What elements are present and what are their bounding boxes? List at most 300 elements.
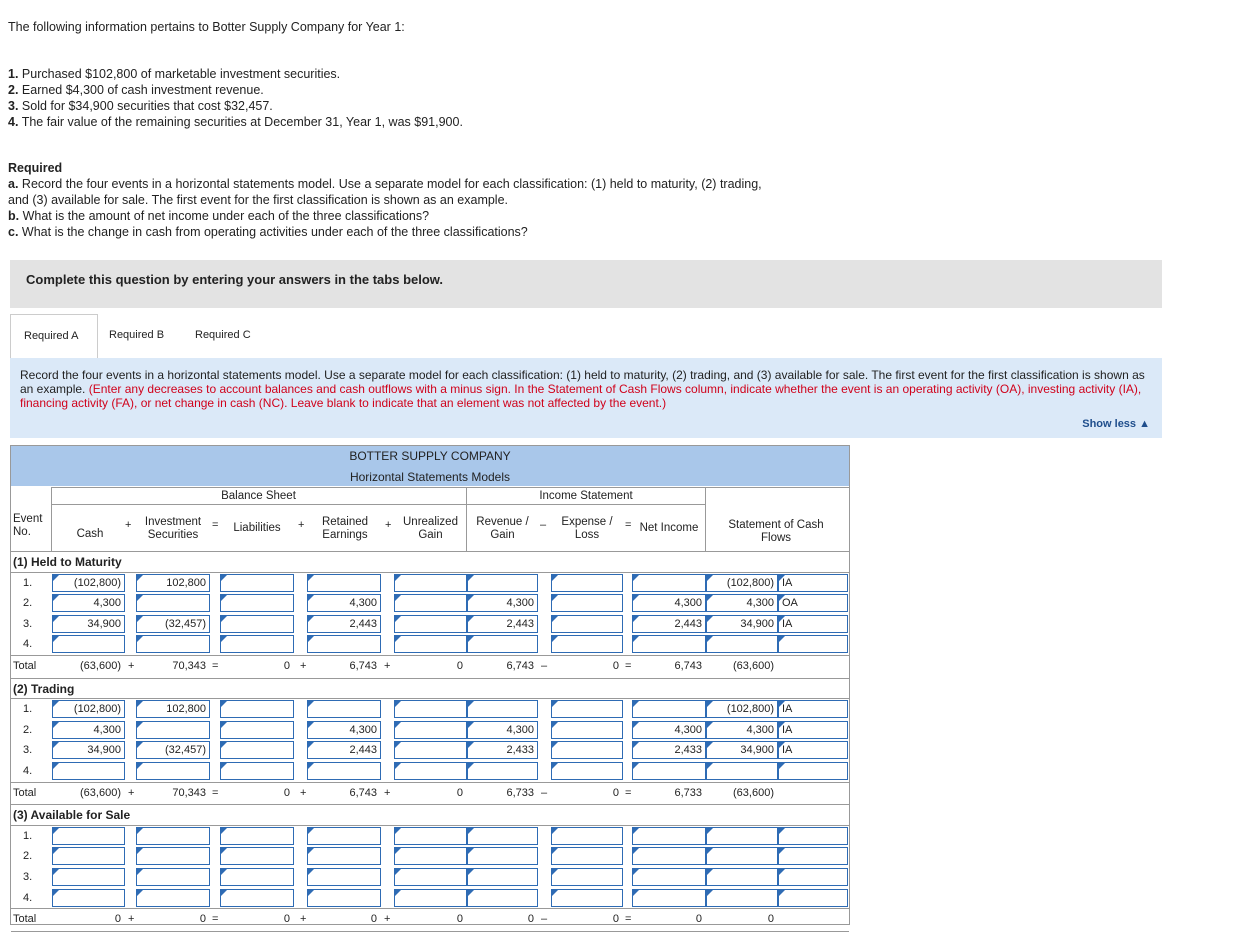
operator-symbol: =: [212, 913, 219, 926]
input-marker: [137, 701, 143, 707]
activity-select[interactable]: OA: [778, 594, 848, 612]
input-marker: [707, 869, 713, 875]
input-exp[interactable]: [551, 827, 623, 845]
select-marker: [779, 742, 785, 748]
operator-symbol: =: [212, 519, 219, 531]
required-a-cont: and (3) available for sale. The first event for the first classification is shown as an example.: [8, 193, 509, 207]
input-ni[interactable]: [632, 635, 706, 653]
total-re: 6,743: [349, 660, 377, 672]
input-cash[interactable]: [52, 847, 125, 865]
input-marker: [308, 616, 314, 622]
operator-symbol: +: [300, 786, 307, 799]
input-marker: [552, 636, 558, 642]
required-a: a. Record the four events in a horizontal statements model. Use a separate model for each classification: (1) held to maturity, (2) trading,: [8, 177, 762, 191]
input-marker: [395, 595, 401, 601]
activity-select[interactable]: [778, 827, 848, 845]
input-marker: [53, 742, 59, 748]
cash-flows-header: Statement of Cash Flows: [728, 519, 824, 544]
input-marker: [633, 701, 639, 707]
input-marker: [308, 636, 314, 642]
input-inv[interactable]: [136, 635, 210, 653]
input-exp[interactable]: [551, 615, 623, 633]
input-exp[interactable]: [551, 889, 623, 907]
input-marker: [707, 848, 713, 854]
input-marker: [552, 848, 558, 854]
input-ni[interactable]: [632, 889, 706, 907]
activity-select[interactable]: [778, 868, 848, 886]
input-re[interactable]: [307, 847, 381, 865]
input-marker: [707, 890, 713, 896]
input-marker: [552, 575, 558, 581]
input-marker: [308, 869, 314, 875]
input-marker: [395, 636, 401, 642]
input-marker: [308, 575, 314, 581]
input-marker: [137, 828, 143, 834]
select-marker: [779, 848, 785, 854]
input-marker: [552, 869, 558, 875]
input-rev[interactable]: [467, 635, 538, 653]
input-inv[interactable]: [136, 721, 210, 739]
input-liab[interactable]: [220, 847, 294, 865]
input-marker: [221, 636, 227, 642]
event-number: 4.: [23, 638, 33, 651]
total-liab: 0: [283, 660, 290, 672]
input-ni[interactable]: 2,433: [632, 741, 706, 759]
operator-symbol: =: [212, 660, 219, 672]
input-marker: [221, 575, 227, 581]
input-liab[interactable]: [220, 827, 294, 845]
expense-loss-header: Expense / Loss: [561, 516, 613, 541]
input-cash[interactable]: 34,900: [52, 741, 125, 759]
operator-symbol: +: [128, 913, 135, 926]
total-ug: 0: [456, 660, 463, 672]
instruction-box: [10, 358, 1162, 438]
input-rev[interactable]: 2,443: [467, 615, 538, 633]
total-ug: 0: [456, 913, 463, 926]
total-ug: 0: [456, 786, 463, 799]
input-marker: [395, 848, 401, 854]
input-marker: [468, 763, 474, 769]
activity-select[interactable]: IA: [778, 700, 848, 718]
input-marker: [707, 575, 713, 581]
activity-select[interactable]: IA: [778, 721, 848, 739]
input-exp[interactable]: [551, 635, 623, 653]
total-cash: (63,600): [80, 660, 121, 672]
row-rule: [11, 678, 849, 679]
input-marker: [53, 701, 59, 707]
event-item: 2. Earned $4,300 of cash investment revenue.: [8, 83, 264, 97]
input-re[interactable]: 4,300: [307, 721, 381, 739]
input-scf[interactable]: [706, 889, 778, 907]
input-marker: [221, 848, 227, 854]
input-marker: [707, 701, 713, 707]
select-marker: [779, 636, 785, 642]
input-marker: [552, 763, 558, 769]
complete-banner: Complete this question by entering your answers in the tabs below.: [10, 260, 1162, 308]
input-ni[interactable]: 2,443: [632, 615, 706, 633]
input-ug[interactable]: [394, 868, 467, 886]
input-ug[interactable]: [394, 635, 467, 653]
input-marker: [468, 616, 474, 622]
event-number: 4.: [23, 891, 33, 904]
required-c: c. What is the change in cash from operating activities under each of the three classifications?: [8, 225, 528, 239]
input-marker: [633, 722, 639, 728]
input-marker: [53, 636, 59, 642]
input-ug[interactable]: [394, 615, 467, 633]
input-scf[interactable]: [706, 762, 778, 780]
input-marker: [137, 763, 143, 769]
input-exp[interactable]: [551, 594, 623, 612]
total-rev: 6,743: [506, 660, 534, 672]
operator-symbol: –: [541, 786, 548, 799]
input-ug[interactable]: [394, 574, 467, 592]
retained-earnings-header: Retained Earnings: [321, 516, 369, 541]
total-label: Total: [13, 660, 37, 672]
input-marker: [137, 595, 143, 601]
total-scf: (63,600): [733, 786, 774, 799]
input-marker: [707, 595, 713, 601]
input-marker: [221, 890, 227, 896]
tab-required-c[interactable]: Required C: [195, 329, 251, 341]
input-rev[interactable]: [467, 700, 538, 718]
input-marker: [137, 742, 143, 748]
input-exp[interactable]: [551, 700, 623, 718]
input-marker: [552, 890, 558, 896]
total-exp: 0: [612, 660, 619, 672]
input-liab[interactable]: [220, 721, 294, 739]
row-rule: [11, 804, 849, 805]
tab-required-a[interactable]: Required A: [10, 314, 98, 359]
input-scf[interactable]: (102,800): [706, 574, 778, 592]
input-inv[interactable]: (32,457): [136, 615, 210, 633]
input-inv[interactable]: [136, 827, 210, 845]
input-rev[interactable]: 2,433: [467, 741, 538, 759]
input-re[interactable]: [307, 889, 381, 907]
required-title: Required: [8, 161, 63, 175]
operator-symbol: =: [625, 660, 632, 672]
input-rev[interactable]: [467, 868, 538, 886]
input-ug[interactable]: [394, 827, 467, 845]
input-ni[interactable]: [632, 574, 706, 592]
input-liab[interactable]: [220, 574, 294, 592]
input-re[interactable]: [307, 700, 381, 718]
input-inv[interactable]: [136, 847, 210, 865]
input-cash[interactable]: 34,900: [52, 615, 125, 633]
total-inv: 70,343: [172, 786, 206, 799]
input-cash[interactable]: [52, 827, 125, 845]
input-liab[interactable]: [220, 700, 294, 718]
operator-symbol: –: [541, 660, 548, 672]
input-marker: [221, 722, 227, 728]
input-exp[interactable]: [551, 741, 623, 759]
row-rule: [11, 655, 849, 656]
input-marker: [552, 742, 558, 748]
input-ni[interactable]: [632, 762, 706, 780]
input-marker: [633, 869, 639, 875]
input-ni[interactable]: [632, 847, 706, 865]
input-ug[interactable]: [394, 847, 467, 865]
input-inv[interactable]: [136, 868, 210, 886]
select-marker: [779, 869, 785, 875]
input-liab[interactable]: [220, 635, 294, 653]
event-item: 3. Sold for $34,900 securities that cost $32,457.: [8, 99, 273, 113]
header-divider: [705, 487, 706, 551]
input-marker: [633, 890, 639, 896]
activity-select[interactable]: IA: [778, 615, 848, 633]
input-re[interactable]: 2,443: [307, 741, 381, 759]
event-number: 1.: [23, 576, 33, 589]
event-number: 3.: [23, 744, 33, 757]
input-exp[interactable]: [551, 868, 623, 886]
input-marker: [395, 575, 401, 581]
input-marker: [137, 616, 143, 622]
input-marker: [395, 763, 401, 769]
total-rev: 6,733: [506, 786, 534, 799]
input-marker: [137, 869, 143, 875]
input-re[interactable]: [307, 635, 381, 653]
select-marker: [779, 890, 785, 896]
input-cash[interactable]: 4,300: [52, 721, 125, 739]
section-title: (3) Available for Sale: [13, 808, 131, 823]
input-marker: [221, 701, 227, 707]
input-marker: [221, 595, 227, 601]
input-ug[interactable]: [394, 741, 467, 759]
operator-symbol: =: [625, 786, 632, 799]
input-marker: [468, 595, 474, 601]
input-scf[interactable]: [706, 635, 778, 653]
input-ug[interactable]: [394, 594, 467, 612]
operator-symbol: =: [212, 786, 219, 799]
input-marker: [221, 763, 227, 769]
input-inv[interactable]: 102,800: [136, 700, 210, 718]
input-marker: [53, 575, 59, 581]
input-cash[interactable]: [52, 868, 125, 886]
input-liab[interactable]: [220, 615, 294, 633]
input-cash[interactable]: 4,300: [52, 594, 125, 612]
input-rev[interactable]: 4,300: [467, 594, 538, 612]
event-number: 1.: [23, 703, 33, 716]
input-cash[interactable]: [52, 889, 125, 907]
input-marker: [707, 722, 713, 728]
input-re[interactable]: 2,443: [307, 615, 381, 633]
input-marker: [137, 890, 143, 896]
input-cash[interactable]: (102,800): [52, 700, 125, 718]
input-rev[interactable]: [467, 889, 538, 907]
operator-symbol: –: [540, 519, 547, 531]
net-income-header: Net Income: [639, 522, 699, 534]
select-marker: [779, 616, 785, 622]
input-inv[interactable]: [136, 762, 210, 780]
operator-symbol: +: [300, 660, 307, 672]
total-rev: 0: [527, 913, 534, 926]
input-marker: [468, 869, 474, 875]
input-ni[interactable]: [632, 700, 706, 718]
operator-symbol: +: [128, 786, 135, 799]
event-number: 3.: [23, 617, 33, 630]
activity-select[interactable]: [778, 635, 848, 653]
input-liab[interactable]: [220, 762, 294, 780]
input-marker: [707, 636, 713, 642]
unrealized-gain-header: Unrealized Gain: [403, 516, 458, 541]
input-marker: [395, 742, 401, 748]
tab-required-b[interactable]: Required B: [109, 329, 165, 341]
header-rule: [11, 551, 849, 552]
operator-symbol: +: [300, 913, 307, 926]
input-marker: [468, 636, 474, 642]
input-scf[interactable]: 34,900: [706, 615, 778, 633]
operator-symbol: +: [384, 660, 391, 672]
input-re[interactable]: [307, 868, 381, 886]
input-marker: [395, 616, 401, 622]
activity-select[interactable]: [778, 847, 848, 865]
input-rev[interactable]: 4,300: [467, 721, 538, 739]
total-cash: (63,600): [80, 786, 121, 799]
total-cash: 0: [114, 913, 121, 926]
input-inv[interactable]: 102,800: [136, 574, 210, 592]
row-rule: [11, 782, 849, 783]
input-marker: [633, 742, 639, 748]
input-cash[interactable]: (102,800): [52, 574, 125, 592]
input-ni[interactable]: [632, 827, 706, 845]
input-marker: [552, 595, 558, 601]
total-ni: 6,733: [674, 786, 702, 799]
input-cash[interactable]: [52, 635, 125, 653]
input-marker: [395, 701, 401, 707]
input-rev[interactable]: [467, 574, 538, 592]
total-label: Total: [13, 913, 37, 926]
input-scf[interactable]: 4,300: [706, 721, 778, 739]
input-marker: [633, 848, 639, 854]
liabilities-header: Liabilities: [233, 522, 281, 534]
input-marker: [308, 848, 314, 854]
event-number: 1.: [23, 829, 33, 842]
event-number: 4.: [23, 765, 33, 777]
operator-symbol: +: [298, 519, 305, 531]
input-ug[interactable]: [394, 700, 467, 718]
input-marker: [633, 595, 639, 601]
input-ug[interactable]: [394, 889, 467, 907]
input-marker: [707, 828, 713, 834]
activity-select[interactable]: [778, 762, 848, 780]
input-marker: [395, 890, 401, 896]
total-label: Total: [13, 786, 37, 799]
total-ni: 0: [695, 913, 702, 926]
input-liab[interactable]: [220, 889, 294, 907]
input-exp[interactable]: [551, 762, 623, 780]
input-exp[interactable]: [551, 721, 623, 739]
input-marker: [707, 616, 713, 622]
input-marker: [308, 595, 314, 601]
row-rule: [11, 572, 849, 573]
input-marker: [53, 848, 59, 854]
input-marker: [707, 763, 713, 769]
input-re[interactable]: [307, 762, 381, 780]
show-less-link[interactable]: Show less ▲: [1082, 418, 1150, 430]
input-rev[interactable]: [467, 827, 538, 845]
input-marker: [633, 575, 639, 581]
input-scf[interactable]: [706, 868, 778, 886]
input-marker: [468, 742, 474, 748]
input-marker: [137, 575, 143, 581]
input-marker: [308, 701, 314, 707]
input-marker: [308, 828, 314, 834]
input-liab[interactable]: [220, 594, 294, 612]
activity-select[interactable]: IA: [778, 741, 848, 759]
input-liab[interactable]: [220, 868, 294, 886]
row-rule: [11, 698, 849, 699]
input-marker: [552, 701, 558, 707]
input-scf[interactable]: [706, 827, 778, 845]
input-scf[interactable]: (102,800): [706, 700, 778, 718]
input-marker: [468, 890, 474, 896]
input-scf[interactable]: [706, 847, 778, 865]
operator-symbol: =: [625, 913, 632, 926]
input-ni[interactable]: 4,300: [632, 721, 706, 739]
input-exp[interactable]: [551, 847, 623, 865]
input-ug[interactable]: [394, 762, 467, 780]
header-rule: [51, 504, 706, 505]
input-marker: [308, 742, 314, 748]
input-scf[interactable]: 4,300: [706, 594, 778, 612]
event-number: 2.: [23, 850, 33, 863]
activity-select[interactable]: IA: [778, 574, 848, 592]
input-re[interactable]: [307, 827, 381, 845]
input-inv[interactable]: [136, 889, 210, 907]
input-ug[interactable]: [394, 721, 467, 739]
input-inv[interactable]: (32,457): [136, 741, 210, 759]
input-marker: [53, 616, 59, 622]
input-rev[interactable]: [467, 847, 538, 865]
input-cash[interactable]: [52, 762, 125, 780]
input-liab[interactable]: [220, 741, 294, 759]
input-ni[interactable]: [632, 868, 706, 886]
input-ni[interactable]: 4,300: [632, 594, 706, 612]
input-marker: [468, 575, 474, 581]
input-marker: [137, 848, 143, 854]
input-marker: [53, 869, 59, 875]
section-title: (2) Trading: [13, 681, 75, 696]
select-marker: [779, 701, 785, 707]
section-title: (1) Held to Maturity: [13, 555, 122, 569]
input-marker: [633, 828, 639, 834]
input-scf[interactable]: 34,900: [706, 741, 778, 759]
input-re[interactable]: 4,300: [307, 594, 381, 612]
input-re[interactable]: [307, 574, 381, 592]
total-scf: 0: [767, 913, 774, 926]
input-marker: [221, 616, 227, 622]
total-liab: 0: [283, 913, 290, 926]
activity-select[interactable]: [778, 889, 848, 907]
total-ni: 6,743: [674, 660, 702, 672]
input-marker: [552, 616, 558, 622]
input-inv[interactable]: [136, 594, 210, 612]
revenue-gain-header: Revenue / Gain: [476, 516, 529, 541]
input-marker: [53, 890, 59, 896]
select-marker: [779, 595, 785, 601]
input-rev[interactable]: [467, 762, 538, 780]
event-number: 2.: [23, 723, 33, 736]
operator-symbol: +: [128, 660, 135, 672]
operator-symbol: +: [125, 519, 132, 531]
input-marker: [468, 722, 474, 728]
input-marker: [633, 616, 639, 622]
event-item: 1. Purchased $102,800 of marketable investment securities.: [8, 67, 341, 81]
total-re: 0: [370, 913, 377, 926]
input-marker: [468, 701, 474, 707]
input-exp[interactable]: [551, 574, 623, 592]
select-marker: [779, 575, 785, 581]
operator-symbol: –: [541, 913, 548, 926]
